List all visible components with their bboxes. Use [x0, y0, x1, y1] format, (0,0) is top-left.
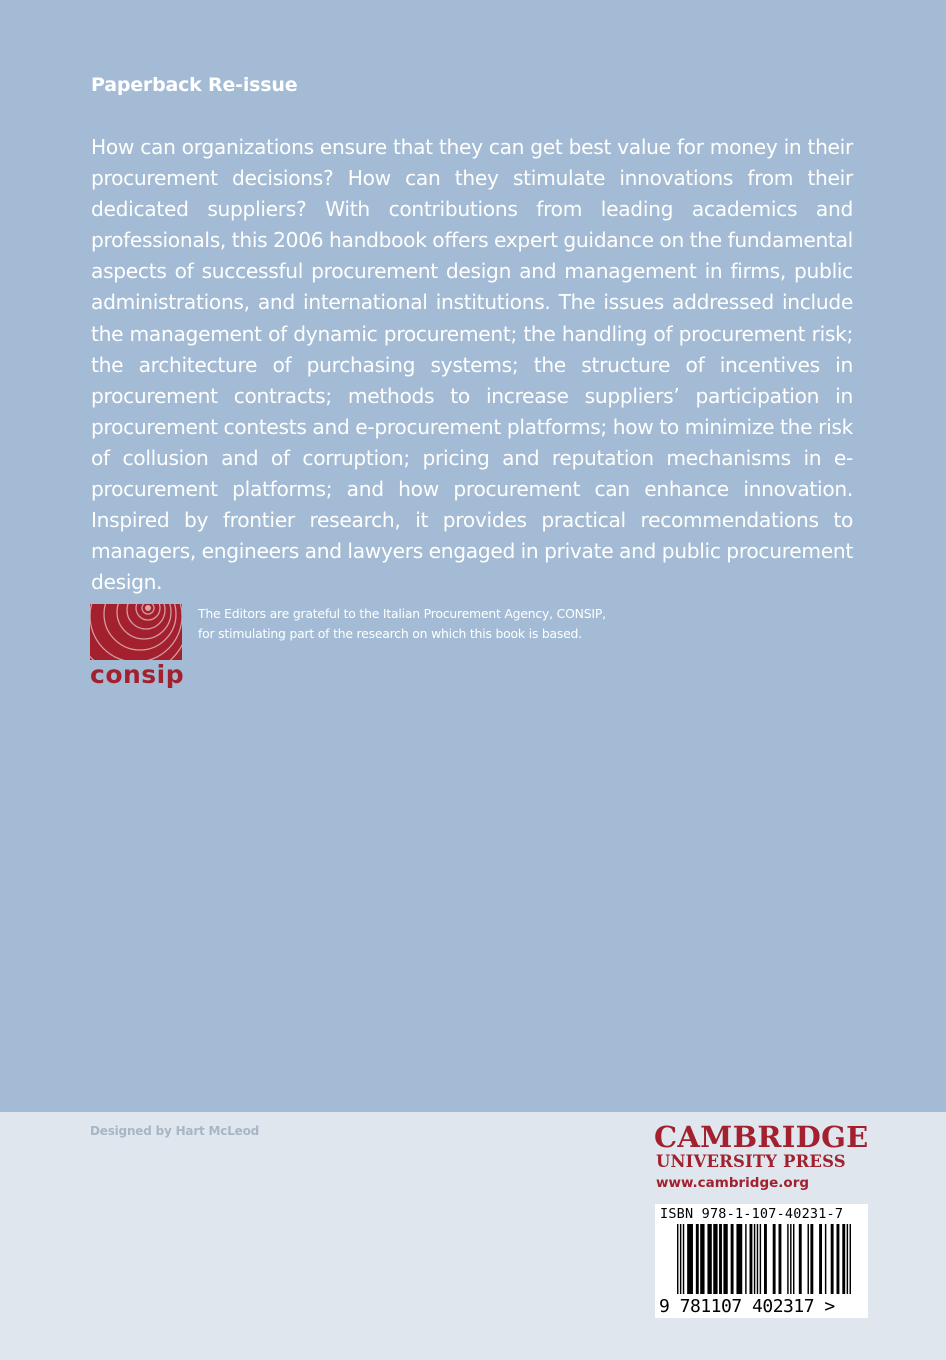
barcode-bar — [745, 1224, 746, 1294]
consip-logo-mark — [90, 604, 182, 660]
barcode-bar — [757, 1224, 758, 1294]
barcode-bars — [655, 1224, 868, 1298]
edition-heading: Paperback Re-issue — [91, 74, 298, 96]
isbn-barcode — [655, 1204, 868, 1318]
acknowledgement-line: The Editors are grateful to the Italian Procurement Agency, CONSIP, — [198, 606, 606, 621]
ean-digits: 9 781107 402317 > — [659, 1296, 835, 1317]
barcode-bar — [731, 1224, 734, 1294]
barcode-bar — [723, 1224, 727, 1294]
barcode-bar — [787, 1224, 788, 1294]
barcode-bar — [790, 1224, 791, 1294]
barcode-bar — [696, 1224, 699, 1294]
isbn-label: ISBN 978-1-107-40231-7 — [660, 1206, 844, 1222]
barcode-bar — [677, 1224, 678, 1294]
barcode-bar — [707, 1224, 711, 1294]
barcode-bar — [683, 1224, 684, 1294]
designer-credit: Designed by Hart McLeod — [90, 1124, 260, 1138]
consip-swirl-icon — [90, 604, 182, 660]
barcode-bar — [842, 1224, 845, 1294]
barcode-bar — [719, 1224, 722, 1294]
barcode-bar — [700, 1224, 704, 1294]
barcode-bar — [810, 1224, 813, 1294]
barcode-bar — [713, 1224, 717, 1294]
publisher-website: www.cambridge.org — [656, 1175, 810, 1191]
barcode-bar — [819, 1224, 822, 1294]
publisher-name: CAMBRIDGE — [654, 1120, 869, 1154]
barcode-bar — [831, 1224, 834, 1294]
book-blurb: How can organizations ensure that they can get best value for money in their procurement decisions? How can they stimulate innovations from their dedicated suppliers? With contributions from leading academics and professionals, this 2006 handbook offers expert guidance on the fundamental aspects of successful procurement design and management in firms, public administrations, and international institutions. The issues addressed include the management of dynamic procurement; the handling of procurement risk; the architecture of purchasing systems; the structure of incentives in procurement contracts; methods to increase suppliers’ participation in procurement contests and e-procurement platforms; how to minimize the risk of collusion and of corruption; pricing and reputation mechanisms in e-procurement platforms; and how procurement can enhance innovation. Inspired by frontier research, it provides practical recommendations to managers, engineers and lawyers engaged in private and public procurement design. — [91, 135, 853, 595]
barcode-bar — [750, 1224, 753, 1294]
consip-logo — [90, 604, 185, 690]
barcode-bar — [825, 1224, 826, 1294]
barcode-bar — [850, 1224, 851, 1294]
barcode-bar — [687, 1224, 693, 1294]
barcode-bar — [680, 1224, 681, 1294]
acknowledgement-text — [198, 604, 658, 644]
barcode-bar — [773, 1224, 776, 1294]
consip-logo-wordmark: consip — [90, 660, 185, 689]
barcode-bar — [799, 1224, 802, 1294]
barcode-bar — [779, 1224, 782, 1294]
barcode-bar — [808, 1224, 809, 1294]
barcode-bar — [847, 1224, 848, 1294]
barcode-bar — [736, 1224, 742, 1294]
barcode-bar — [793, 1224, 794, 1294]
barcode-bar — [764, 1224, 767, 1294]
acknowledgement-line: for stimulating part of the research on which this book is based. — [198, 626, 582, 641]
barcode-bar — [760, 1224, 761, 1294]
barcode-bar — [754, 1224, 755, 1294]
publisher-subname: UNIVERSITY PRESS — [656, 1152, 846, 1171]
barcode-bar — [837, 1224, 840, 1294]
